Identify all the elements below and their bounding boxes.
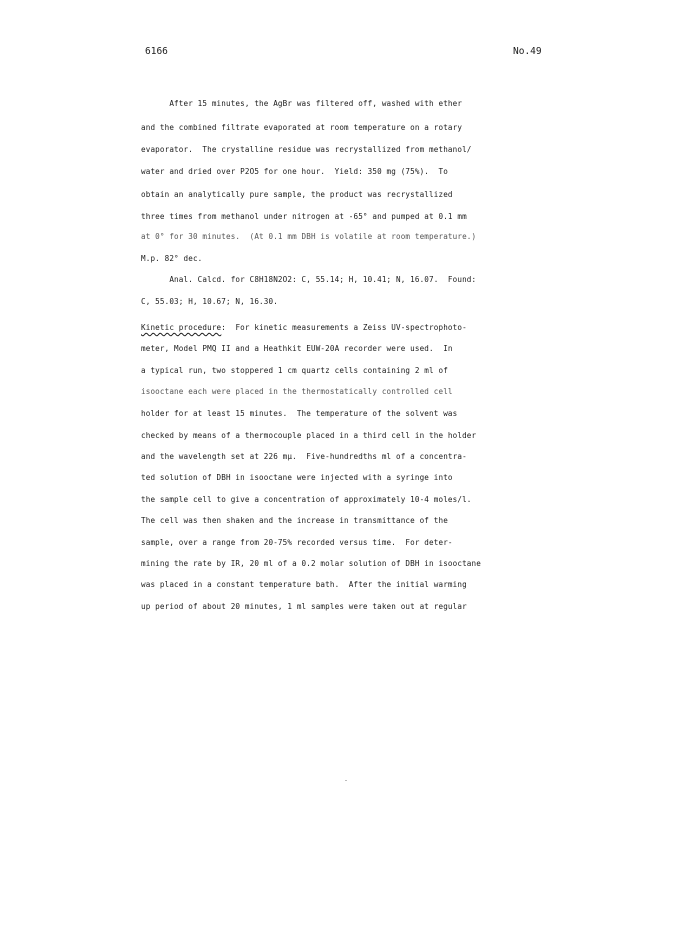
text-line: M.p. 82° dec.	[141, 254, 203, 263]
text-line: at 0° for 30 minutes. (At 0.1 mm DBH is volatile at room temperature.)	[141, 232, 477, 241]
scan-speck	[345, 780, 347, 781]
text-line: meter, Model PMQ II and a Heathkit EUW-20A recorder were used. In	[141, 344, 453, 353]
text-line: Kinetic procedure: For kinetic measurements a Zeiss UV-spectrophoto-	[141, 323, 467, 332]
text-line: The cell was then shaken and the increase in transmittance of the	[141, 516, 448, 525]
text-line: was placed in a constant temperature bath. After the initial warming	[141, 580, 467, 589]
text-line: Anal. Calcd. for C8H18N2O2: C, 55.14; H, 10.41; N, 16.07. Found:	[141, 275, 477, 284]
text-line: three times from methanol under nitrogen at -65° and pumped at 0.1 mm	[141, 212, 467, 221]
text-line: mining the rate by IR, 20 ml of a 0.2 molar solution of DBH in isooctane	[141, 559, 481, 568]
text-line: checked by means of a thermocouple placed in a third cell in the holder	[141, 431, 477, 440]
text-line: sample, over a range from 20-75% recorded versus time. For deter-	[141, 538, 453, 547]
section-heading: Kinetic procedure	[141, 323, 222, 332]
text-line: C, 55.03; H, 10.67; N, 16.30.	[141, 297, 278, 306]
text-line: a typical run, two stoppered 1 cm quartz cells containing 2 ml of	[141, 366, 448, 375]
text-line: holder for at least 15 minutes. The temperature of the solvent was	[141, 409, 458, 418]
text-line: and the wavelength set at 226 mμ. Five-hundredths ml of a concentra-	[141, 452, 467, 461]
text-line: obtain an analytically pure sample, the product was recrystallized	[141, 190, 453, 199]
page-number: 6166	[145, 46, 168, 57]
text-line: up period of about 20 minutes, 1 ml samples were taken out at regular	[141, 602, 467, 611]
text-line: ted solution of DBH in isooctane were injected with a syringe into	[141, 473, 453, 482]
text-line: isooctane each were placed in the thermostatically controlled cell	[141, 387, 453, 396]
text-line: and the combined filtrate evaporated at room temperature on a rotary	[141, 123, 463, 132]
text-line: evaporator. The crystalline residue was recrystallized from methanol/	[141, 145, 472, 154]
journal-issue: No.49	[513, 46, 542, 57]
text-line: After 15 minutes, the AgBr was filtered off, washed with ether	[141, 99, 463, 108]
text-line: the sample cell to give a concentration of approximately 10-4 moles/l.	[141, 495, 472, 504]
text-line: water and dried over P2O5 for one hour. Yield: 350 mg (75%). To	[141, 167, 448, 176]
